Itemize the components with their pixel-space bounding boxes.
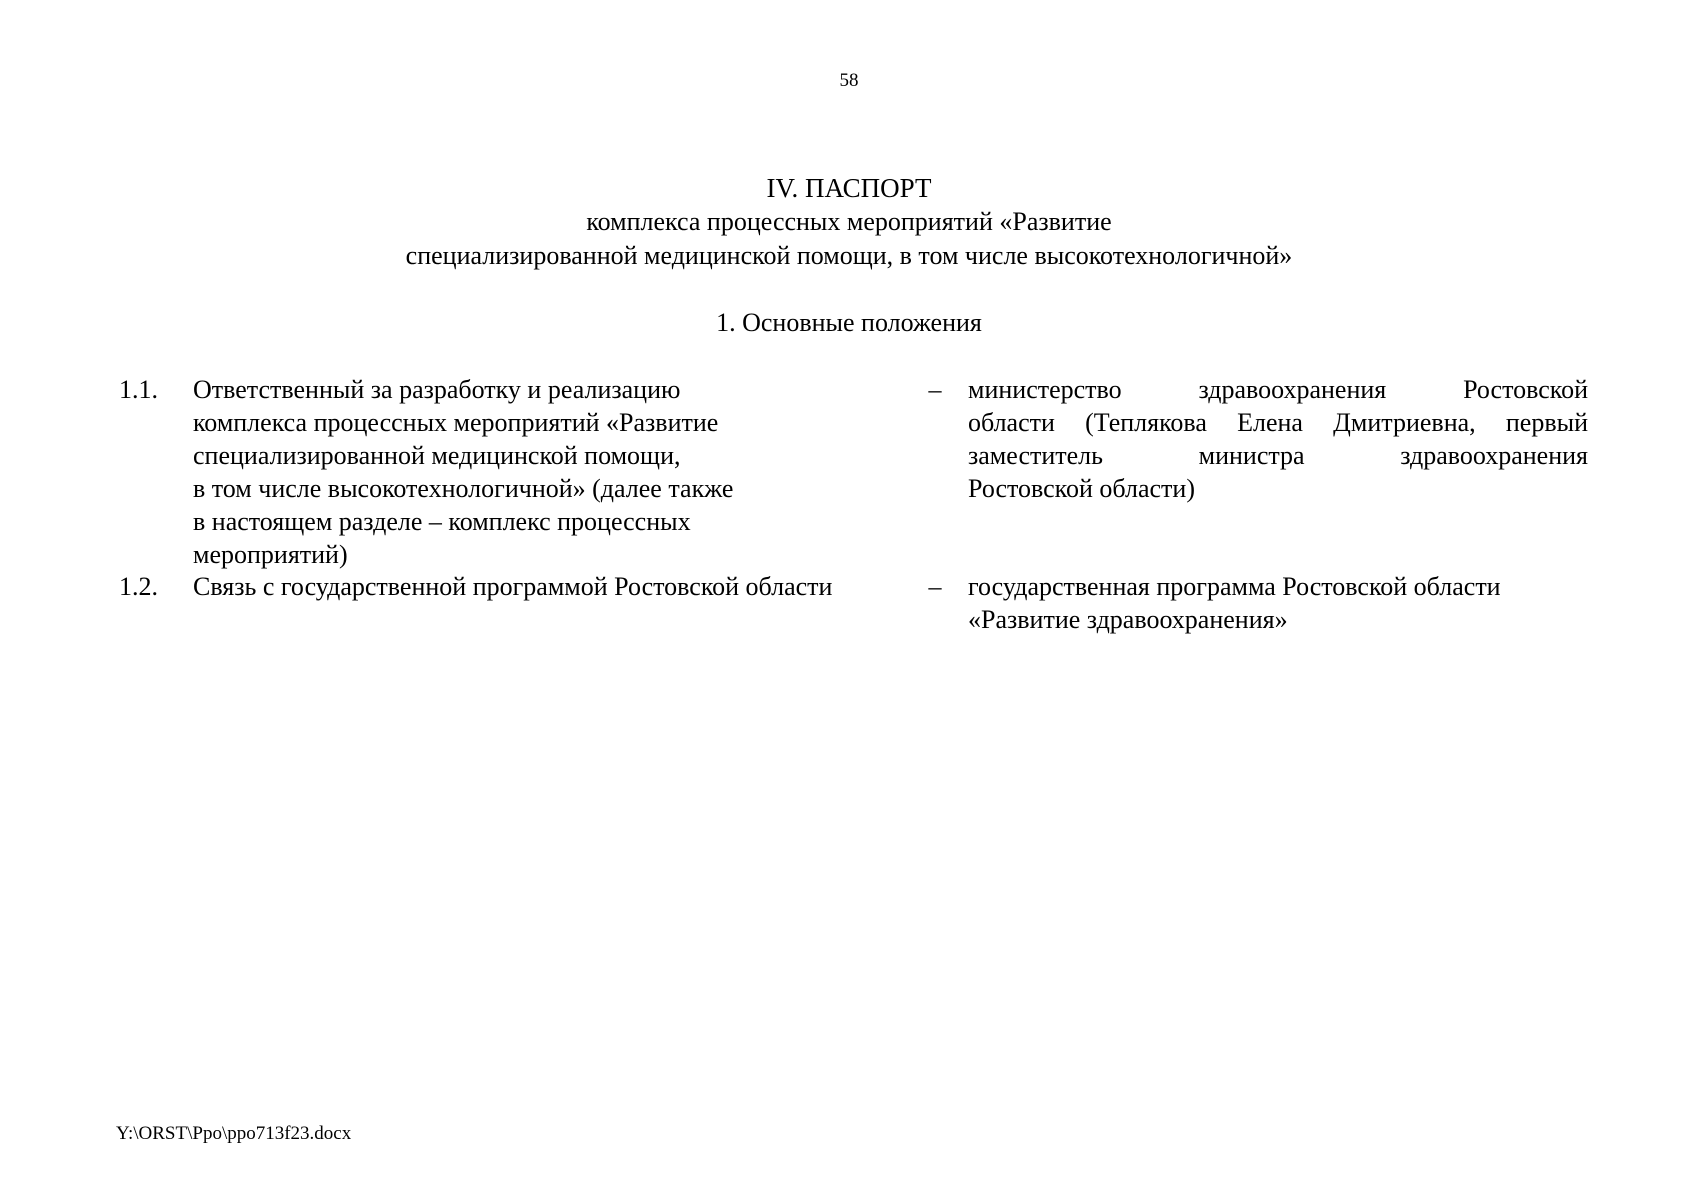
row-value-line: области (Теплякова Елена Дмитриевна, первый: [968, 408, 1588, 437]
row-label-line: в настоящем разделе – комплекс процессных: [193, 507, 691, 536]
passport-subtitle-line-1: комплекса процессных мероприятий «Развитие: [586, 207, 1112, 236]
passport-subtitle-line-2: специализированной медицинской помощи, в том числе высокотехнологичной»: [405, 241, 1293, 270]
row-label-line: в том числе высокотехнологичной» (далее также: [193, 474, 734, 503]
page-number: 58: [839, 70, 859, 91]
passport-header: [0, 171, 1698, 273]
row-label-line: комплекса процессных мероприятий «Развитие: [193, 408, 719, 437]
row-value-line: Ростовской области): [968, 474, 1195, 503]
row-value-line: заместитель министра здравоохранения: [968, 441, 1588, 470]
footer-file-path: Y:\ORST\Ppo\ppo713f23.docx: [116, 1123, 352, 1144]
row-label: [193, 373, 913, 571]
row-label-line: специализированной медицинской помощи,: [193, 441, 681, 470]
row-label-line: мероприятий): [193, 540, 348, 569]
row-number: 1.1.: [119, 375, 158, 404]
row-value: [968, 373, 1588, 505]
row-dash: –: [928, 375, 942, 404]
row-value-line: «Развитие здравоохранения»: [968, 605, 1288, 634]
row-label: [193, 570, 913, 603]
row-label-line: Ответственный за разработку и реализацию: [193, 375, 681, 404]
row-value-line: министерство здравоохранения Ростовской: [968, 375, 1588, 404]
row-dash: –: [928, 572, 942, 601]
row-value: [968, 570, 1588, 636]
passport-title: IV. ПАСПОРТ: [766, 173, 932, 203]
row-number: 1.2.: [119, 572, 158, 601]
row-value-line: государственная программа Ростовской области: [968, 572, 1501, 601]
section-title: 1. Основные положения: [716, 308, 982, 337]
row-label-line: Связь с государственной программой Ростовской области: [193, 572, 833, 601]
